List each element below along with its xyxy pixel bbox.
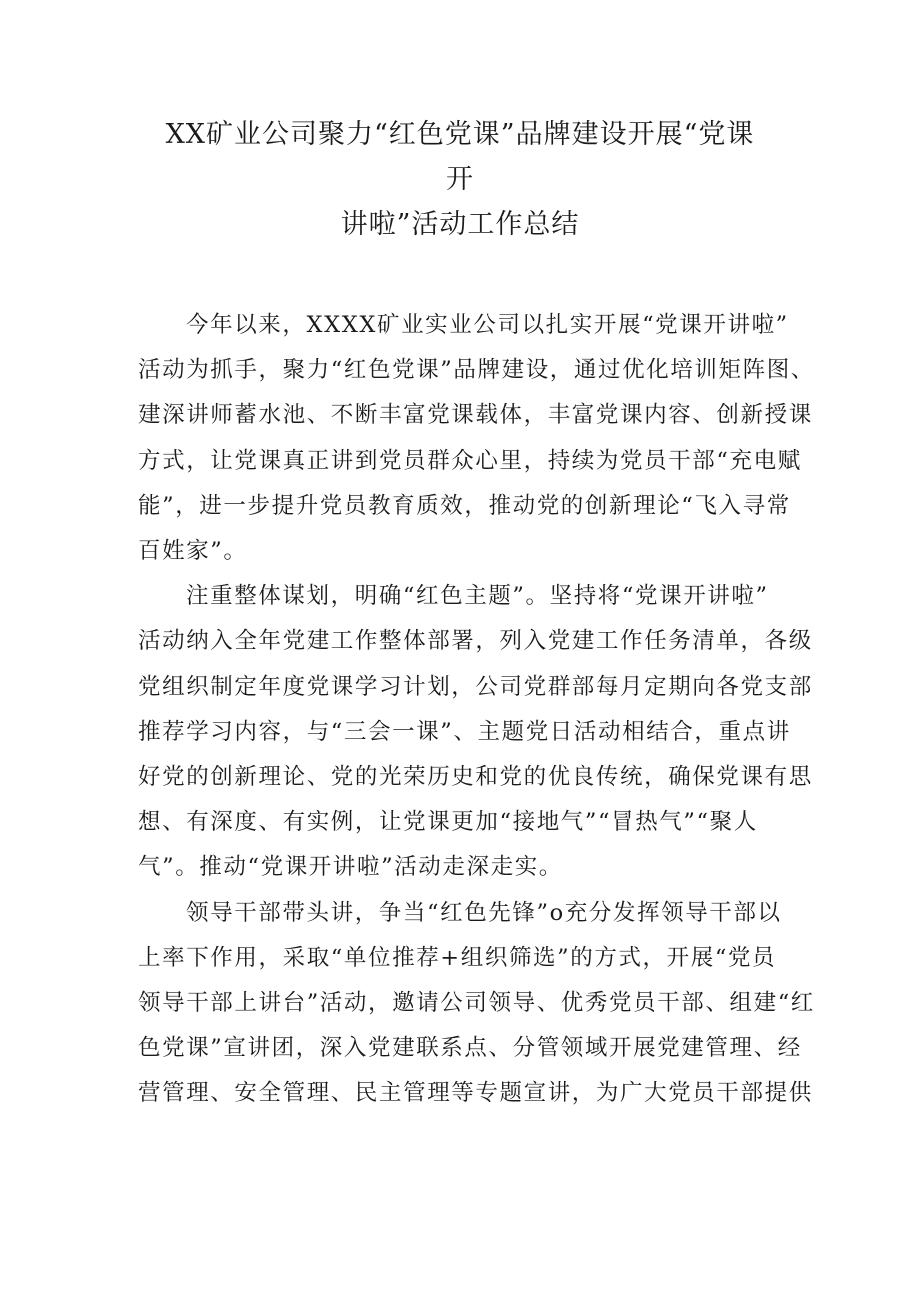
text-line: 上率下作用，采取“单位推荐+组织筛选”的方式，开展“党员: [138, 944, 777, 971]
text-line: 能”，进一步提升党员教育质效，推动党的创新理论“飞入寻常: [138, 492, 791, 519]
text-line: 建深讲师蓄水池、不断丰富党课载体，丰富党课内容、创新授课: [138, 402, 813, 429]
text-line: 好党的创新理论、党的光荣历史和党的优良传统，确保党课有思: [138, 764, 813, 791]
text-line: 注重整体谋划，明确“红色主题”。坚持将“党课开讲啦”: [186, 583, 769, 610]
title-line: XX矿业公司聚力“红色党课”品牌建设开展“党课: [165, 119, 755, 150]
text-line: 色党课”宣讲团，深入党建联系点、分管领域开展党建管理、经: [138, 1035, 802, 1062]
text-line: 今年以来，XXXX矿业实业公司以扎实开展“党课开讲啦”: [186, 312, 789, 338]
title-line: 开: [446, 164, 474, 195]
document-body: [138, 303, 815, 1117]
text-line: 活动为抓手，聚力“红色党课”品牌建设，通过优化培训矩阵图、: [138, 357, 815, 384]
text-line: 领导干部带头讲，争当“红色先锋”o充分发挥领导干部以: [186, 899, 782, 926]
paragraph-planning: [138, 574, 813, 890]
text-line: 想、有深度、有实例，让党课更加“接地气”“冒热气”“聚人: [138, 809, 758, 836]
text-line: 推荐学习内容，与“三会一课”、主题党日活动相结合，重点讲: [138, 718, 791, 745]
text-line: 方式，让党课真正讲到党员群众心里，持续为党员干部“充电赋: [138, 447, 802, 474]
text-line: 党组织制定年度党课学习计划，公司党群部每月定期向各党支部: [138, 673, 813, 700]
text-line: 领导干部上讲台”活动，邀请公司领导、优秀党员干部、组建“红: [138, 990, 815, 1017]
text-line: 气”。推动“党课开讲啦”活动走深走实。: [138, 854, 563, 881]
paragraph-leadership: [138, 891, 815, 1117]
paragraph-intro: [138, 303, 815, 574]
text-line: 活动纳入全年党建工作整体部署，列入党建工作任务清单，各级: [138, 628, 813, 655]
text-line: 百姓家”。: [138, 538, 248, 565]
document-title: [130, 112, 790, 247]
text-line: 营管理、安全管理、民主管理等专题宣讲，为广大党员干部提供: [138, 1080, 813, 1107]
title-line: 讲啦”活动工作总结: [340, 209, 580, 240]
